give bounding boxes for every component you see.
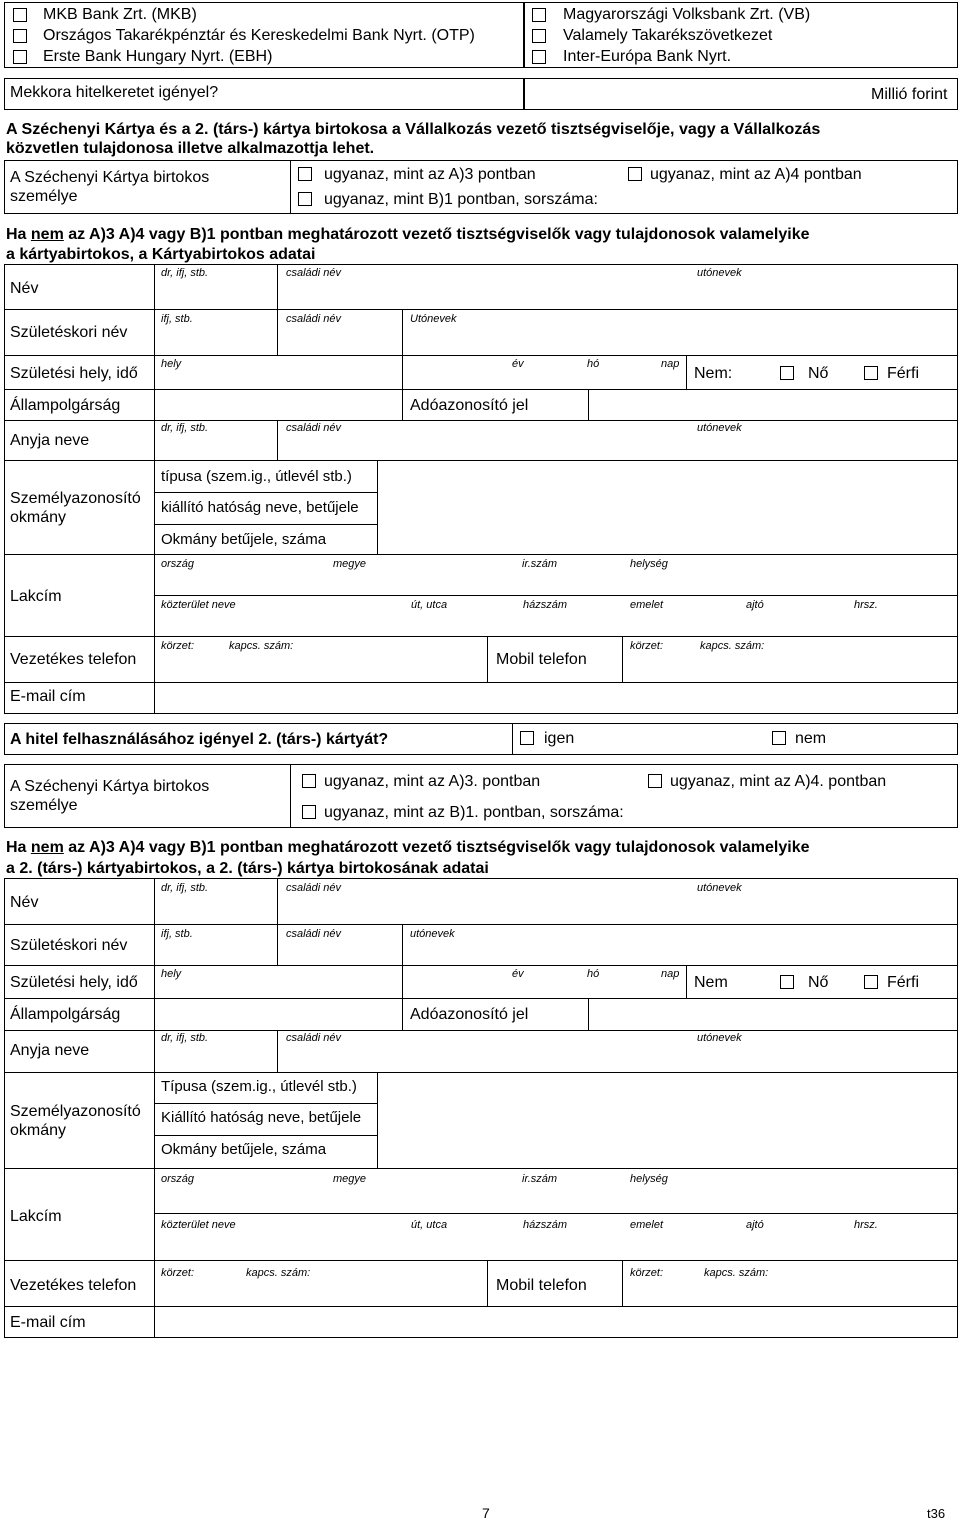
- form2-row-sep: [4, 965, 958, 966]
- form2-checkbox-ferfi[interactable]: [864, 975, 878, 989]
- form1-helyseg: helység: [630, 558, 668, 570]
- form1-szemely2: okmány: [10, 509, 67, 526]
- form2-okmany: Okmány betűjele, száma: [161, 1141, 327, 1158]
- form1-row-sep: [4, 355, 958, 356]
- bank-ebh: Erste Bank Hungary Nyrt. (EBH): [43, 48, 273, 65]
- form1-orszag: ország: [161, 558, 195, 570]
- form1-mobil: Mobil telefon: [496, 651, 587, 668]
- form2-divider: [487, 1260, 488, 1306]
- second-card-divider: [512, 723, 513, 755]
- form2-csaladi: családi név: [286, 882, 342, 894]
- cond1-line2: a kártyabirtokos, a Kártyabirtokos adatai: [6, 246, 316, 263]
- form2-divider: [402, 998, 403, 1030]
- form1-divider: [277, 420, 278, 460]
- form2-szul-utonevek: utónevek: [410, 928, 455, 940]
- form2-kapcs: kapcs. szám:: [246, 1267, 311, 1279]
- intro-line2: közvetlen tulajdonosa illetve alkalmazottja lehet.: [6, 140, 375, 157]
- holder1-opt-a4: ugyanaz, mint az A)4 pontban: [650, 166, 862, 183]
- form2-mobil-kapcs: kapcs. szám:: [704, 1267, 769, 1279]
- form2-subrow: [154, 1213, 958, 1214]
- credit-question: Mekkora hitelkeretet igényel?: [10, 84, 219, 101]
- form2-helyseg: helység: [630, 1173, 668, 1185]
- checkbox-vb[interactable]: [532, 8, 546, 22]
- checkbox-takarek[interactable]: [532, 29, 546, 43]
- form2-nev-field[interactable]: [155, 895, 957, 923]
- form1-szul-csaladi: családi név: [286, 313, 342, 325]
- form1-ajto: ajtó: [746, 599, 764, 611]
- form1-szul-hely: Születési hely, idő: [10, 365, 138, 382]
- form2-ut: út, utca: [411, 1219, 448, 1231]
- bank-takarek: Valamely Takarékszövetkezet: [563, 27, 773, 44]
- form1-lakcim: Lakcím: [10, 588, 62, 605]
- form2-row-sep: [4, 1030, 958, 1031]
- form1-subrow: [154, 595, 958, 596]
- form1-row-sep: [4, 420, 958, 421]
- holder2-opt-a4: ugyanaz, mint az A)4. pontban: [670, 773, 887, 790]
- holder1-opt-a3: ugyanaz, mint az A)3 pontban: [324, 166, 536, 183]
- form2-row-sep: [4, 1260, 958, 1261]
- form1-ho: hó: [587, 358, 600, 370]
- holder1-checkbox-a3[interactable]: [298, 167, 312, 181]
- form2-nap: nap: [661, 968, 680, 980]
- form2-utonevek: utónevek: [697, 882, 742, 894]
- form2-kozterulet: közterület neve: [161, 1219, 236, 1231]
- form1-no: Nő: [808, 365, 829, 382]
- holder1-divider: [290, 160, 291, 214]
- form1-szemely1: Személyazonosító: [10, 490, 141, 507]
- form2-megye: megye: [333, 1173, 367, 1185]
- form1-vezetekes: Vezetékes telefon: [10, 651, 137, 668]
- form2-anyja-csaladi: családi név: [286, 1032, 342, 1044]
- holder2-checkbox-a4[interactable]: [648, 774, 662, 788]
- second-card-igen: igen: [544, 730, 575, 747]
- form1-nem-label: Nem:: [694, 365, 733, 382]
- form2-subrow: [154, 1103, 377, 1104]
- form2-szul-hely: Születési hely, idő: [10, 974, 138, 991]
- holder1-label1: A Széchenyi Kártya birtokos: [10, 169, 210, 186]
- form2-divider: [277, 1030, 278, 1072]
- form2-anyja: Anyja neve: [10, 1042, 90, 1059]
- form2-emelet: emelet: [630, 1219, 664, 1231]
- form1-checkbox-no[interactable]: [780, 366, 794, 380]
- bank-otp: Országos Takarékpénztár és Kereskedelmi Bank Nyrt. (OTP): [43, 27, 475, 44]
- intro-line1: A Széchenyi Kártya és a 2. (társ-) kártya birtokosa a Vállalkozás vezető tisztségviselője, vagy a Vállalkozás: [6, 120, 821, 138]
- form2-nem-label: Nem: [694, 974, 728, 991]
- form2-no: Nő: [808, 974, 829, 991]
- form1-row-sep: [4, 309, 958, 310]
- form1-anyja-csaladi: családi név: [286, 422, 342, 434]
- credit-unit: Millió forint: [871, 86, 948, 103]
- form1-okmany: Okmány betűjele, száma: [161, 531, 327, 548]
- holder1-checkbox-a4[interactable]: [628, 167, 642, 181]
- second-card-checkbox-igen[interactable]: [520, 731, 534, 745]
- form1-checkbox-ferfi[interactable]: [864, 366, 878, 380]
- cond1-line1: Ha nem az A)3 A)4 vagy B)1 pontban meghatározott vezető tisztségviselők vagy tulajdonosok valamelyike: [6, 226, 810, 243]
- form1-nap: nap: [661, 358, 680, 370]
- form1-anyja: Anyja neve: [10, 432, 90, 449]
- form2-szemely2: okmány: [10, 1122, 67, 1139]
- checkbox-otp[interactable]: [13, 29, 27, 43]
- form1-anyja-utonevek: utónevek: [697, 422, 742, 434]
- form2-anyja-utonevek: utónevek: [697, 1032, 742, 1044]
- cond2-line2: a 2. (társ-) kártyabirtokos, a 2. (társ-) kártya birtokosának adatai: [6, 860, 489, 877]
- form1-irszam: ir.szám: [522, 558, 558, 570]
- form1-szul-nev-field[interactable]: [155, 326, 957, 354]
- form1-adoazonosito-field[interactable]: [589, 390, 957, 419]
- bank-vb: Magyarországi Volksbank Zrt. (VB): [563, 6, 811, 23]
- form2-nev-prefix: dr, ifj, stb.: [161, 882, 209, 894]
- form2-irszam: ir.szám: [522, 1173, 558, 1185]
- form2-szul-csaladi: családi név: [286, 928, 342, 940]
- holder2-label2: személye: [10, 797, 78, 814]
- cond2-line1: Ha nem az A)3 A)4 vagy B)1 pontban meghatározott vezető tisztségviselők vagy tulajdonosok valamelyike: [6, 839, 810, 856]
- form1-subrow: [154, 492, 377, 493]
- form2-nev: Név: [10, 894, 39, 911]
- form1-hazszam: házszám: [523, 599, 568, 611]
- form2-allampolgarsag-field[interactable]: [155, 999, 401, 1029]
- form2-szul-prefix: ifj, stb.: [161, 928, 193, 940]
- form2-divider: [622, 1260, 623, 1306]
- form2-tipusa: Típusa (szem.ig., útlevél stb.): [161, 1078, 357, 1095]
- form1-email-field[interactable]: [155, 683, 957, 713]
- form2-hrsz: hrsz.: [854, 1219, 878, 1231]
- form2-allampolgarsag: Állampolgárság: [10, 1006, 121, 1023]
- holder2-checkbox-b1[interactable]: [302, 805, 316, 819]
- form2-ev: év: [512, 968, 524, 980]
- form2-adoazonosito: Adóazonosító jel: [410, 1006, 529, 1023]
- second-card-question: A hitel felhasználásához igényel 2. (társ-) kártyát?: [10, 731, 389, 748]
- holder1-opt-b1: ugyanaz, mint B)1 pontban, sorszáma:: [324, 191, 598, 208]
- form2-email: E-mail cím: [10, 1314, 86, 1331]
- form2-lakcim: Lakcím: [10, 1208, 62, 1225]
- form2-row-sep: [4, 1168, 958, 1169]
- bank-inter-europa: Inter-Európa Bank Nyrt.: [563, 48, 732, 65]
- form2-mobil: Mobil telefon: [496, 1277, 587, 1294]
- form2-row-sep: [4, 924, 958, 925]
- form1-email: E-mail cím: [10, 688, 86, 705]
- form1-divider: [402, 355, 403, 389]
- form2-ho: hó: [587, 968, 600, 980]
- form1-tipusa: típusa (szem.ig., útlevél stb.): [161, 468, 352, 485]
- form1-nev-prefix: dr, ifj, stb.: [161, 267, 209, 279]
- form1-divider: [622, 636, 623, 682]
- form1-szul-utonevek: Utónevek: [410, 313, 457, 325]
- form1-divider: [377, 460, 378, 554]
- holder2-label1: A Széchenyi Kártya birtokos: [10, 778, 210, 795]
- form1-nev-field[interactable]: [155, 280, 957, 308]
- form1-megye: megye: [333, 558, 367, 570]
- form1-adoazonosito: Adóazonosító jel: [410, 397, 529, 414]
- form1-kozterulet: közterület neve: [161, 599, 236, 611]
- form1-divider: [686, 355, 687, 389]
- form2-hazszam: házszám: [523, 1219, 568, 1231]
- form2-vezetekes: Vezetékes telefon: [10, 1277, 137, 1294]
- form1-kapcs: kapcs. szám:: [229, 640, 294, 652]
- form1-utonevek: utónevek: [697, 267, 742, 279]
- form1-szul-nev: Születéskori név: [10, 324, 128, 341]
- form2-mobil-korzet: körzet:: [630, 1267, 664, 1279]
- form2-hely: hely: [161, 968, 182, 980]
- form1-mobil-korzet: körzet:: [630, 640, 664, 652]
- form1-divider: [402, 389, 403, 420]
- form1-ferfi: Férfi: [887, 365, 919, 382]
- form2-ajto: ajtó: [746, 1219, 764, 1231]
- form1-kiallito: kiállító hatóság neve, betűjele: [161, 499, 359, 516]
- form1-hely: hely: [161, 358, 182, 370]
- form1-ev: év: [512, 358, 524, 370]
- form2-row-sep: [4, 1072, 958, 1073]
- form1-row-sep: [4, 554, 958, 555]
- form1-row-sep: [4, 636, 958, 637]
- form1-ut: út, utca: [411, 599, 448, 611]
- checkbox-mkb[interactable]: [13, 8, 27, 22]
- form1-mobil-kapcs: kapcs. szám:: [700, 640, 765, 652]
- form1-row-sep: [4, 460, 958, 461]
- form1-hrsz: hrsz.: [854, 599, 878, 611]
- form2-adoazonosito-field[interactable]: [589, 999, 957, 1029]
- holder2-opt-b1: ugyanaz, mint az B)1. pontban, sorszáma:: [324, 804, 624, 821]
- second-card-checkbox-nem[interactable]: [772, 731, 786, 745]
- form1-nev: Név: [10, 280, 39, 297]
- holder1-checkbox-b1[interactable]: [298, 192, 312, 206]
- form2-divider: [402, 965, 403, 998]
- form1-szul-prefix: ifj, stb.: [161, 313, 193, 325]
- checkbox-ebh[interactable]: [13, 50, 27, 64]
- checkbox-interEuropa[interactable]: [532, 50, 546, 64]
- form1-divider: [487, 636, 488, 682]
- form2-szul-nev-field[interactable]: [155, 941, 957, 964]
- form2-anyja-prefix: dr, ifj, stb.: [161, 1032, 209, 1044]
- holder1-label2: személye: [10, 188, 78, 205]
- page-code: t36: [927, 1506, 946, 1521]
- form2-korzet: körzet:: [161, 1267, 195, 1279]
- form1-csaladi: családi név: [286, 267, 342, 279]
- holder2-checkbox-a3[interactable]: [302, 774, 316, 788]
- holder2-opt-a3: ugyanaz, mint az A)3. pontban: [324, 773, 541, 790]
- second-card-nem: nem: [795, 730, 827, 747]
- form2-divider: [686, 965, 687, 998]
- holder2-divider: [290, 764, 291, 828]
- form1-korzet: körzet:: [161, 640, 195, 652]
- bank-mkb: MKB Bank Zrt. (MKB): [43, 6, 197, 23]
- form2-szemely1: Személyazonosító: [10, 1103, 141, 1120]
- form1-subrow: [154, 524, 377, 525]
- form2-subrow: [154, 1135, 377, 1136]
- form2-email-field[interactable]: [155, 1307, 957, 1337]
- page-number: 7: [482, 1505, 490, 1521]
- form2-szul-nev: Születéskori név: [10, 937, 128, 954]
- form2-ferfi: Férfi: [887, 974, 919, 991]
- form2-kiallito: Kiállító hatóság neve, betűjele: [161, 1109, 362, 1126]
- form1-anyja-prefix: dr, ifj, stb.: [161, 422, 209, 434]
- form1-allampolgarsag-field[interactable]: [155, 390, 401, 419]
- form2-divider: [377, 1072, 378, 1168]
- form1-allampolgarsag: Állampolgárság: [10, 397, 121, 414]
- form2-orszag: ország: [161, 1173, 195, 1185]
- form1-emelet: emelet: [630, 599, 664, 611]
- form2-checkbox-no[interactable]: [780, 975, 794, 989]
